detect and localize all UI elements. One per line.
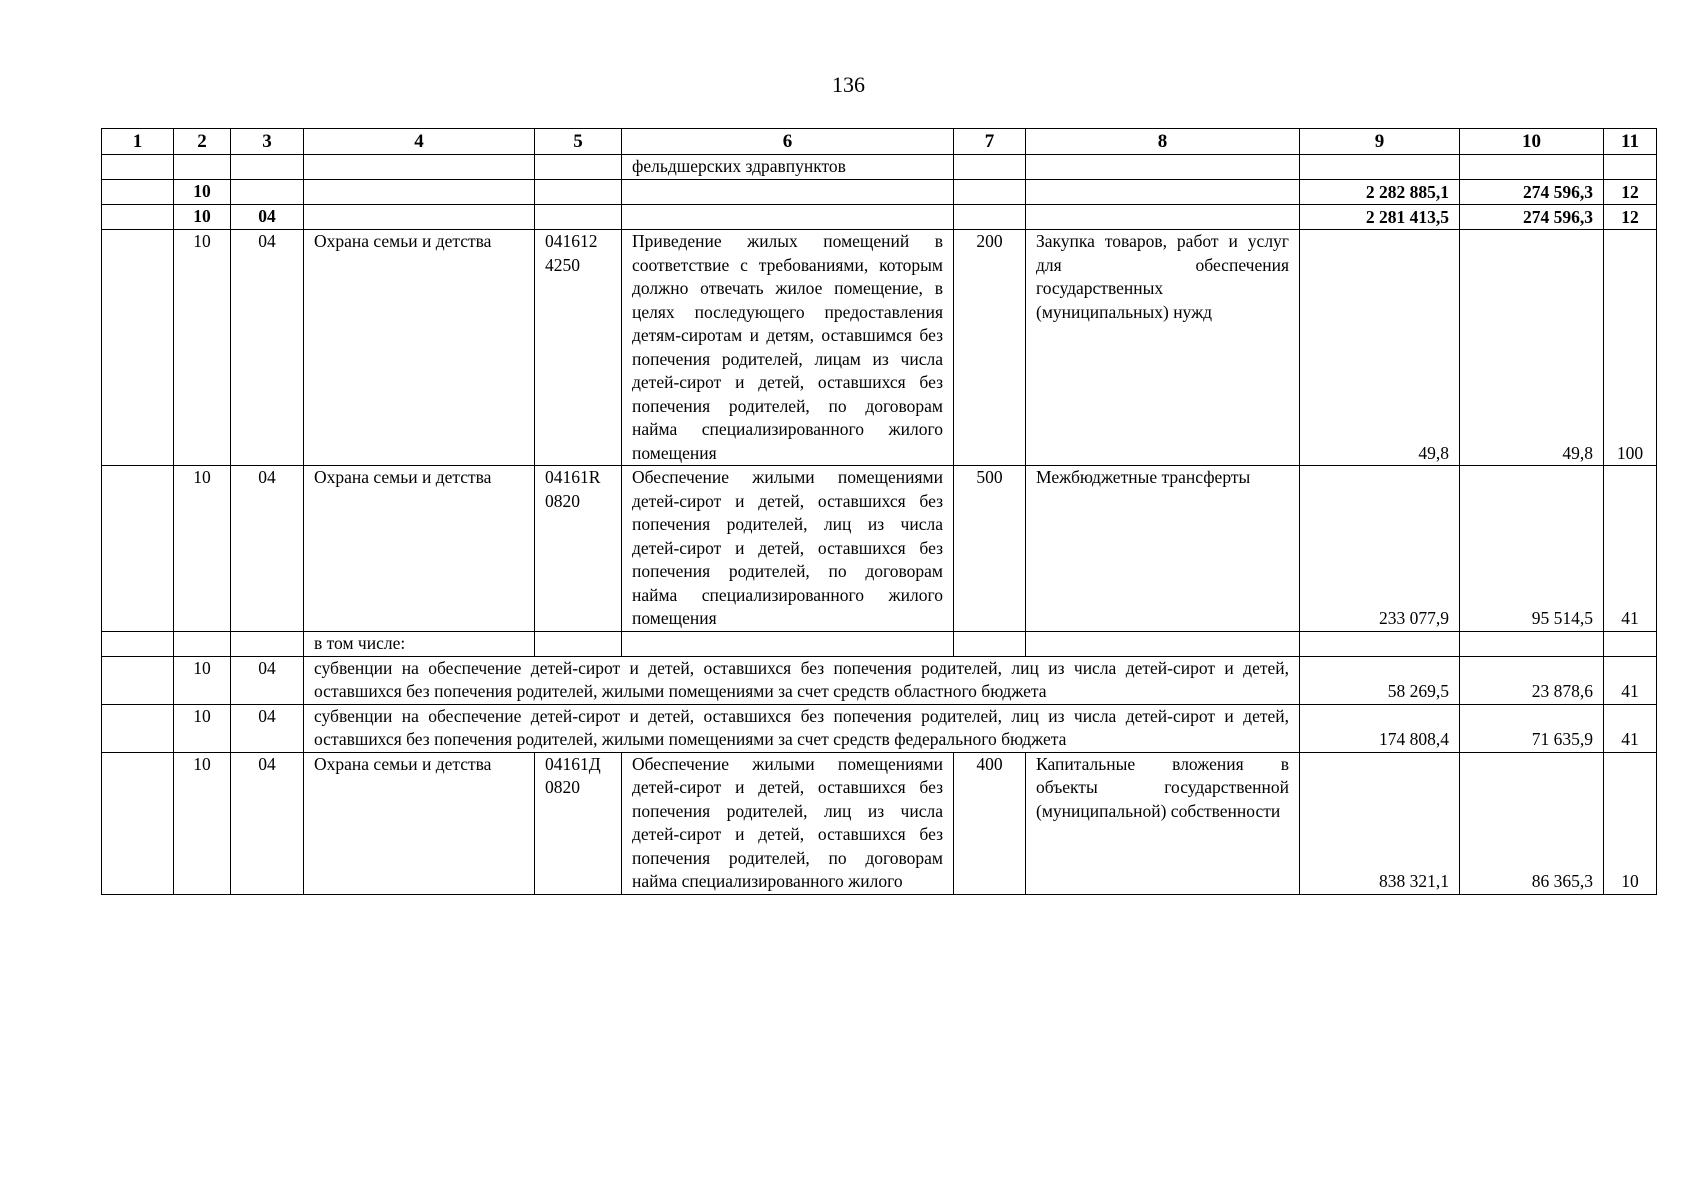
- cell-subsection: 04: [231, 466, 304, 632]
- cell-percent: 12: [1604, 180, 1657, 205]
- table-header: [102, 129, 1657, 155]
- cell-actual: 274 596,3: [1460, 180, 1604, 205]
- header-col-5: 5: [535, 129, 622, 155]
- cell-plan: 2 281 413,5: [1300, 205, 1460, 230]
- cell-percent: 41: [1604, 656, 1657, 704]
- table-row: [102, 656, 1657, 704]
- cell-subsection: 04: [231, 704, 304, 752]
- cell-subvention-text: субвенции на обеспечение детей-сирот и детей, оставшихся без попечения родителей, лиц из числа детей-сирот и детей, оставшихся без попечения родителей, жилыми помещениями за счет средств федерального бюджета: [304, 704, 1300, 752]
- table-row: [102, 631, 1657, 656]
- cell-actual: 95 514,5: [1460, 466, 1604, 632]
- cell-section: 10: [174, 752, 231, 894]
- cell-section: 10: [174, 180, 231, 205]
- header-col-10: 10: [1460, 129, 1604, 155]
- cell-percent: 100: [1604, 230, 1657, 466]
- cell-name: Охрана семьи и детства: [304, 230, 535, 466]
- cell-subsection: 04: [231, 656, 304, 704]
- cell-percent: 12: [1604, 205, 1657, 230]
- cell-percent: 10: [1604, 752, 1657, 894]
- cell-actual: 71 635,9: [1460, 704, 1604, 752]
- cell-expense-type: 500: [954, 466, 1026, 632]
- cell-section: 10: [174, 656, 231, 704]
- cell-plan: 49,8: [1300, 230, 1460, 466]
- cell-plan: 174 808,4: [1300, 704, 1460, 752]
- cell-name: Охрана семьи и детства: [304, 466, 535, 632]
- cell-name: Охрана семьи и детства: [304, 752, 535, 894]
- cell-direction: Приведение жилых помещений в соответствие с требованиями, которым должно отвечать жилое помещение, в целях последующего предоставления детям-сиротам и детям, оставшимся без попечения родителей, лицам из числа детей-сирот и детей, оставшихся без попечения родителей, по договорам найма специализированного жилого помещения: [622, 230, 954, 466]
- cell-actual: 274 596,3: [1460, 205, 1604, 230]
- budget-table: [101, 128, 1657, 895]
- cell-section: 10: [174, 205, 231, 230]
- table-row: [102, 752, 1657, 894]
- header-col-1: 1: [102, 129, 174, 155]
- cell-direction: Обеспечение жилыми помещениями детей-сирот и детей, оставшихся без попечения родителей, лиц из числа детей-сирот и детей, оставшихся без попечения родителей, по договорам найма специализированного жилого помещения: [622, 466, 954, 632]
- cell-percent: 41: [1604, 466, 1657, 632]
- cell-target-code: 04161R 0820: [535, 466, 622, 632]
- header-col-6: 6: [622, 129, 954, 155]
- cell-expense-type: 400: [954, 752, 1026, 894]
- table-row: [102, 205, 1657, 230]
- cell-direction: Обеспечение жилыми помещениями детей-сирот и детей, оставшихся без попечения родителей, лиц из числа детей-сирот и детей, оставшихся без попечения родителей, по договорам найма специализированного жилого: [622, 752, 954, 894]
- header-col-9: 9: [1300, 129, 1460, 155]
- cell-section: 10: [174, 230, 231, 466]
- cell-name: в том числе:: [304, 631, 535, 656]
- header-col-8: 8: [1026, 129, 1300, 155]
- cell-section: 10: [174, 704, 231, 752]
- table-row: [102, 230, 1657, 466]
- cell-plan: 58 269,5: [1300, 656, 1460, 704]
- header-col-4: 4: [304, 129, 535, 155]
- cell-percent: 41: [1604, 704, 1657, 752]
- cell-subvention-text: субвенции на обеспечение детей-сирот и детей, оставшихся без попечения родителей, лиц из числа детей-сирот и детей, оставшихся без попечения родителей, жилыми помещениями за счет средств областного бюджета: [304, 656, 1300, 704]
- header-col-2: 2: [174, 129, 231, 155]
- cell-subsection: 04: [231, 230, 304, 466]
- cell-actual: 49,8: [1460, 230, 1604, 466]
- cell-plan: 2 282 885,1: [1300, 180, 1460, 205]
- header-col-3: 3: [231, 129, 304, 155]
- cell-actual: 23 878,6: [1460, 656, 1604, 704]
- cell-plan: 233 077,9: [1300, 466, 1460, 632]
- cell-section: 10: [174, 466, 231, 632]
- cell-subsection: 04: [231, 752, 304, 894]
- table-row: [102, 155, 1657, 180]
- cell-actual: 86 365,3: [1460, 752, 1604, 894]
- cell-direction: фельдшерских здравпунктов: [622, 155, 954, 180]
- cell-target-code: 04161Д 0820: [535, 752, 622, 894]
- table-row: [102, 466, 1657, 632]
- table-row: [102, 180, 1657, 205]
- page-number: 136: [832, 72, 865, 97]
- cell-expense-type-name: Закупка товаров, работ и услуг для обеспечения государственных (муниципальных) нужд: [1026, 230, 1300, 466]
- header-col-7: 7: [954, 129, 1026, 155]
- cell-subsection: 04: [231, 205, 304, 230]
- table-row: [102, 704, 1657, 752]
- header-col-11: 11: [1604, 129, 1657, 155]
- cell-plan: 838 321,1: [1300, 752, 1460, 894]
- cell-expense-type-name: Межбюджетные трансферты: [1026, 466, 1300, 632]
- cell-expense-type: 200: [954, 230, 1026, 466]
- cell-expense-type-name: Капитальные вложения в объекты государственной (муниципальной) собственности: [1026, 752, 1300, 894]
- cell-target-code: 041612 4250: [535, 230, 622, 466]
